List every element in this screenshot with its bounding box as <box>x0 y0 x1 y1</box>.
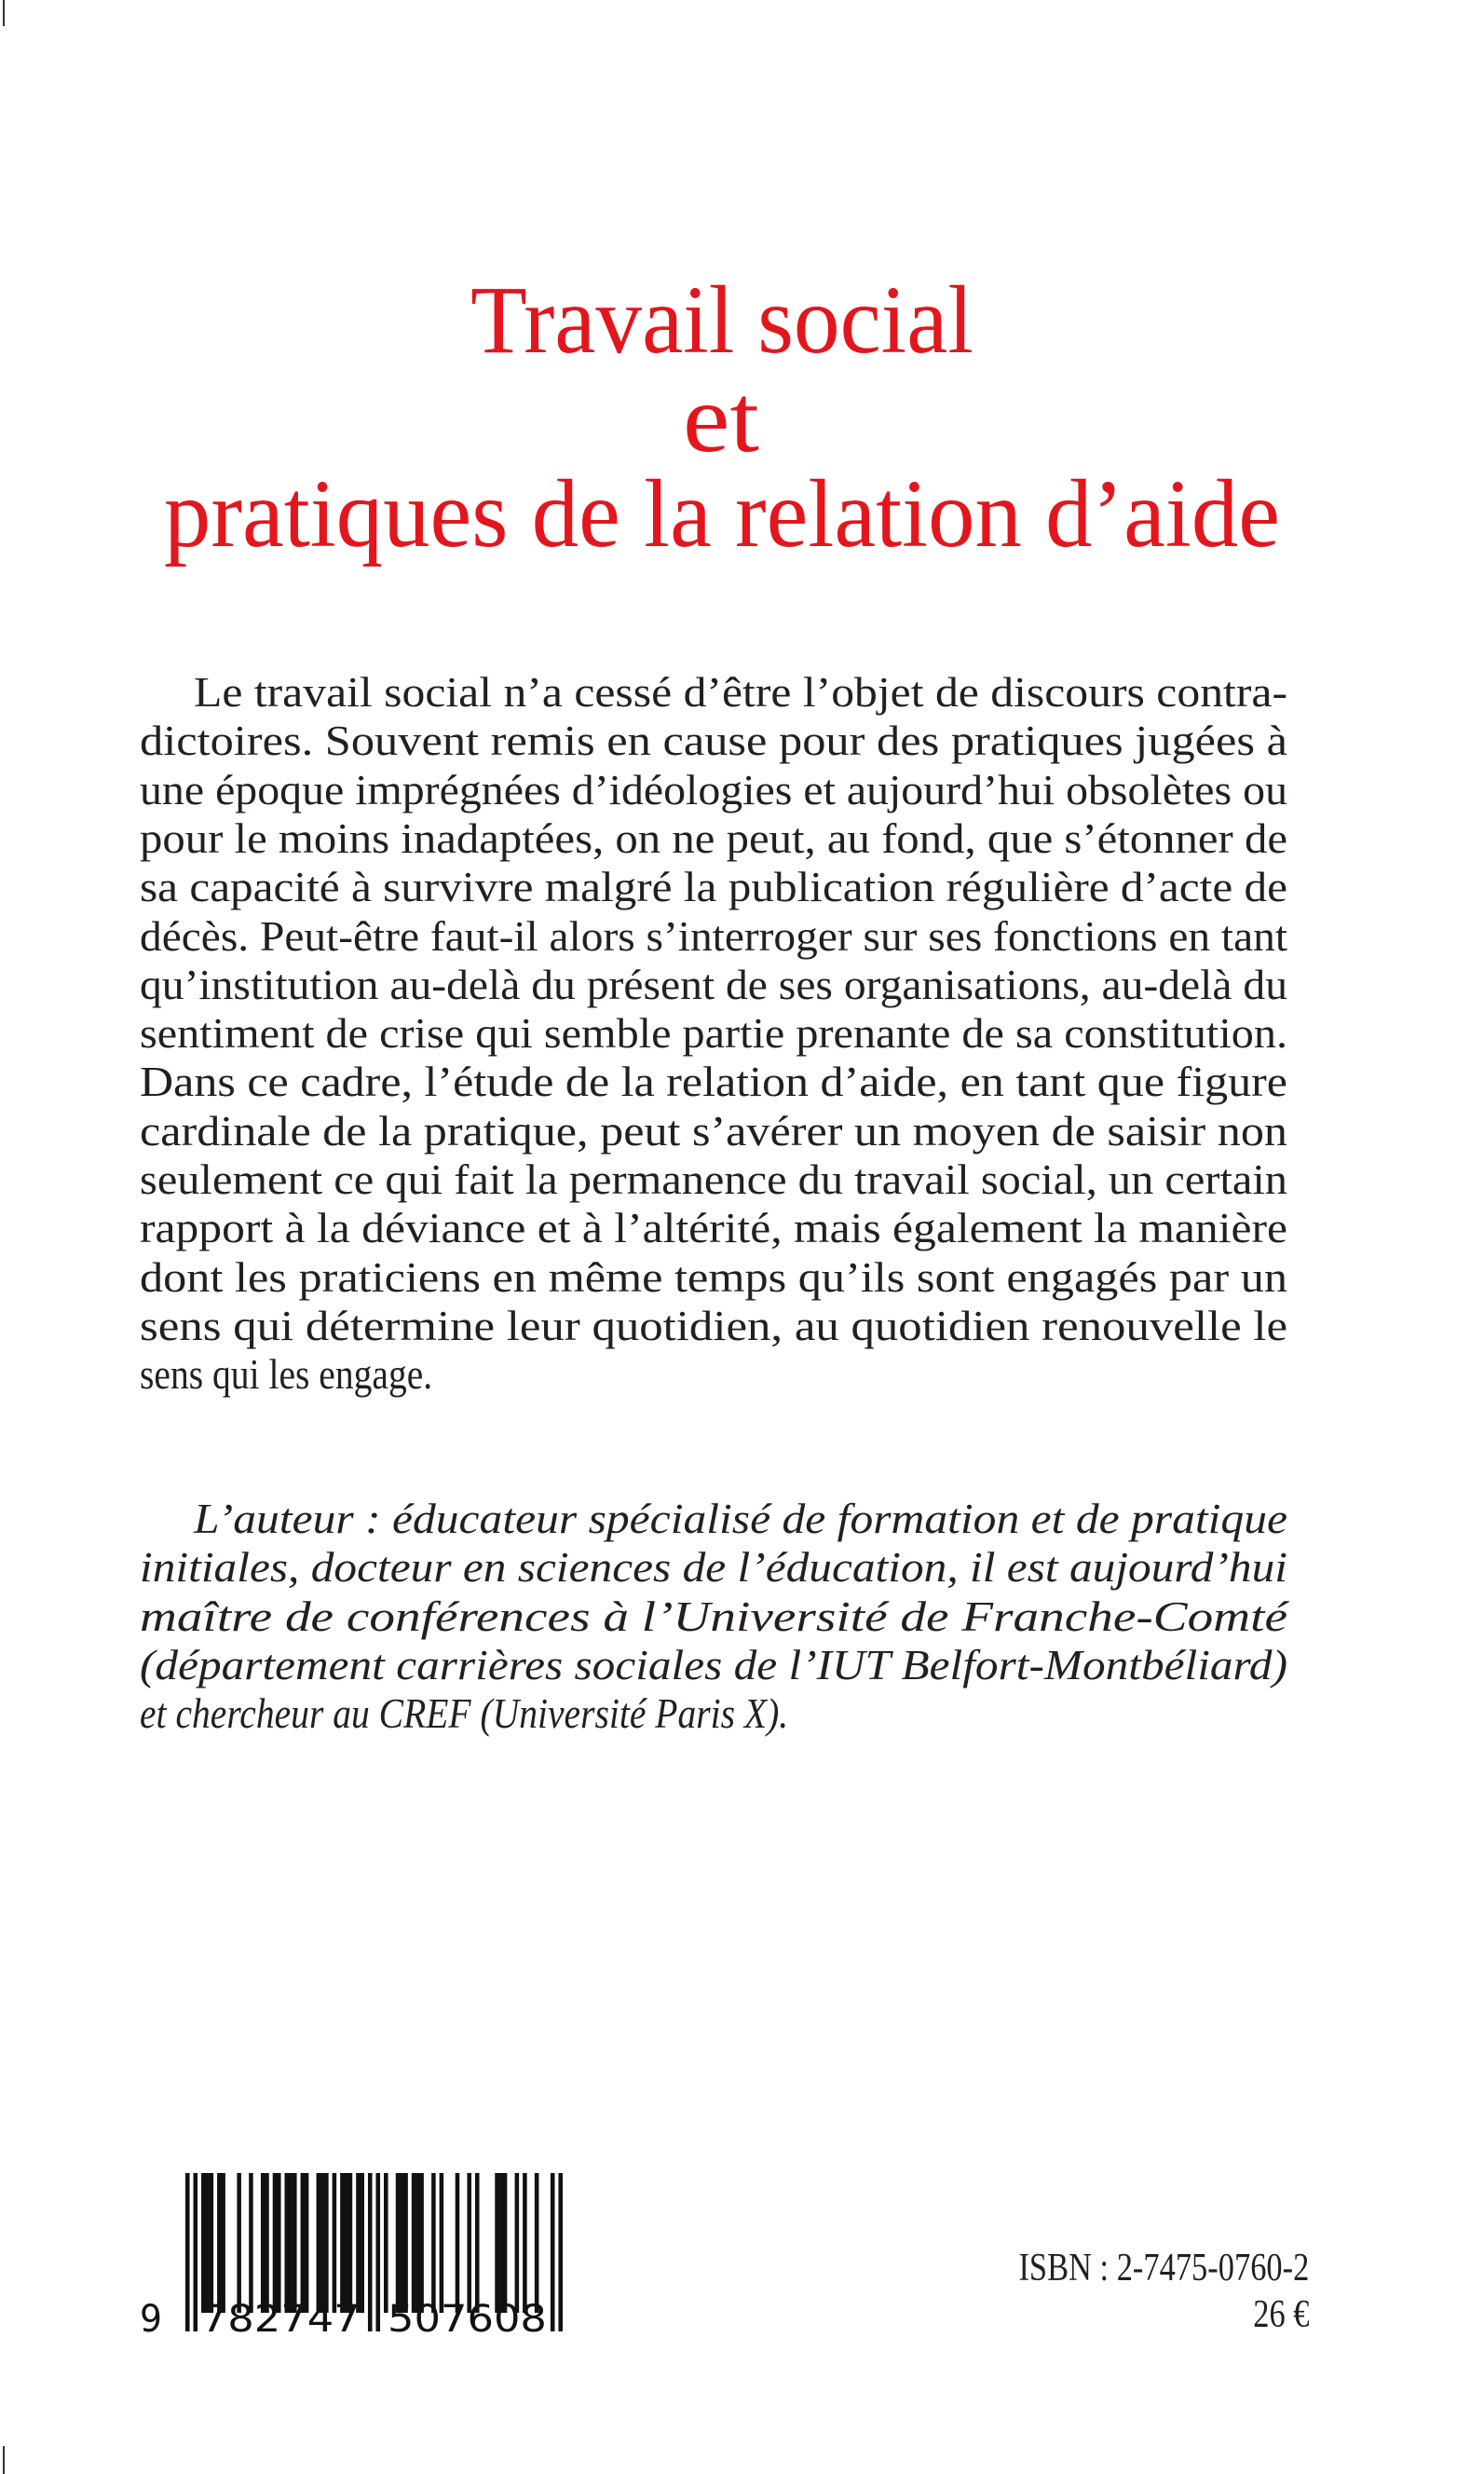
barcode-bar <box>368 2173 373 2331</box>
barcode-bar <box>456 2173 460 2313</box>
barcode-bar <box>523 2173 527 2313</box>
summary-line: Dans ce cadre, l’étude de la relation d’aide, en tant que figure <box>140 1058 1287 1106</box>
barcode-bar <box>499 2173 504 2313</box>
barcode-bar <box>396 2173 401 2313</box>
barcode-bar <box>503 2173 508 2313</box>
author-line: maître de conférences à l’Université de Franche-Comté <box>140 1592 1287 1640</box>
isbn-number: ISBN : 2-7475-0760-2 <box>1018 2247 1309 2289</box>
barcode-bar <box>360 2173 364 2313</box>
barcode-bar <box>412 2173 416 2313</box>
barcode-bar <box>344 2173 348 2313</box>
barcode-bar <box>201 2173 206 2313</box>
summary-line: sa capacité à survivre malgré la publication régulière d’acte de <box>140 863 1287 911</box>
barcode-bar <box>495 2173 499 2313</box>
barcode-bar <box>375 2173 380 2331</box>
barcode-bar <box>403 2173 408 2313</box>
summary-line: sens qui détermine leur quotidien, au quotidien renouvelle le <box>140 1301 1287 1349</box>
barcode-bar <box>217 2173 222 2313</box>
barcode-bar <box>261 2173 265 2313</box>
barcode-bar <box>551 2173 555 2331</box>
summary-line: une époque imprégnées d’idéologies et aujourd’hui obsolètes ou <box>140 765 1287 813</box>
barcode-bar <box>210 2173 214 2313</box>
title-line-3: pratiques de la relation d’aide <box>164 460 1280 567</box>
barcode-bar <box>185 2173 190 2331</box>
author-line: et chercheur au CREF (Université Paris X). <box>140 1689 789 1738</box>
author-line: (département carrières sociales de l’IUT Belfort-Montbéliard) <box>140 1640 1287 1688</box>
barcode-bar <box>293 2173 297 2313</box>
author-line: initiales, docteur en sciences de l’éducation, il est aujourd’hui <box>140 1543 1287 1592</box>
barcode-bar <box>265 2173 269 2313</box>
summary-line: sens qui les engage. <box>140 1350 433 1399</box>
barcode-bar <box>317 2173 321 2313</box>
summary-line: cardinale de la pratique, peut s’avérer un moyen de saisir non <box>140 1106 1287 1155</box>
title-line-2: et <box>683 365 759 472</box>
barcode-bar <box>340 2173 345 2313</box>
barcode-bar <box>205 2173 210 2313</box>
barcode-bar <box>221 2173 225 2313</box>
barcode-bar <box>431 2173 436 2313</box>
summary-line: dictoires. Souvent remis en cause pour des pratiques jugées à <box>140 717 1287 765</box>
summary-line: seulement ce qui fait la permanence du travail social, un certain <box>140 1155 1287 1203</box>
summary-line: sentiment de crise qui semble partie prenante de sa constitution. <box>140 1009 1287 1058</box>
barcode-bar <box>419 2173 424 2313</box>
barcode-digits: 507608 <box>388 2298 547 2341</box>
barcode-bar <box>356 2173 361 2313</box>
barcode-bar <box>515 2173 520 2313</box>
barcode-bar <box>384 2173 388 2313</box>
summary-line: qu’institution au-delà du présent de ses organisations, au-delà du <box>140 960 1287 1008</box>
isbn-barcode <box>140 2171 568 2348</box>
barcode-digits: 9 <box>140 2298 162 2341</box>
barcode-bar <box>320 2173 325 2313</box>
barcode-bar <box>249 2173 253 2313</box>
barcode-bar <box>273 2173 278 2313</box>
price: 26 € <box>1252 2293 1309 2336</box>
barcode-bar <box>237 2173 241 2313</box>
author-line: L’auteur : éducateur spécialisé de formation et de pratique <box>194 1495 1287 1542</box>
barcode-bar <box>400 2173 404 2313</box>
summary-line: Le travail social n’a cessé d’être l’objet de discours contra- <box>194 668 1287 716</box>
barcode-bar <box>277 2173 281 2313</box>
summary-line: décès. Peut-être faut-il alors s’interroger sur ses fonctions en tant <box>140 911 1287 960</box>
crop-mark-bottom <box>3 2446 5 2474</box>
barcode-bar <box>535 2173 539 2313</box>
barcode-bar <box>333 2173 337 2313</box>
barcode-bar <box>194 2173 198 2331</box>
summary-line: rapport à la déviance et à l’altérité, mais également la manière <box>140 1204 1287 1252</box>
barcode-bar <box>415 2173 420 2313</box>
barcode-bar <box>467 2173 471 2313</box>
barcode-bar <box>348 2173 353 2313</box>
summary-line: pour le moins inadaptées, on ne peut, au fond, que s’étonner de <box>140 813 1287 862</box>
barcode-bar <box>324 2173 329 2313</box>
summary-line: dont les praticiens en même temps qu’ils sont engagés par un <box>140 1252 1287 1301</box>
barcode-bar <box>301 2173 306 2313</box>
barcode-bar <box>440 2173 444 2313</box>
barcode-bar <box>305 2173 309 2313</box>
barcode-digits: 782747 <box>200 2298 361 2341</box>
barcode-bar <box>289 2173 293 2313</box>
title-line-1: Travail social <box>470 267 973 374</box>
barcode-bar <box>285 2173 290 2313</box>
barcode-bar <box>475 2173 480 2313</box>
crop-mark-top <box>3 0 5 26</box>
barcode-bar <box>558 2173 563 2331</box>
